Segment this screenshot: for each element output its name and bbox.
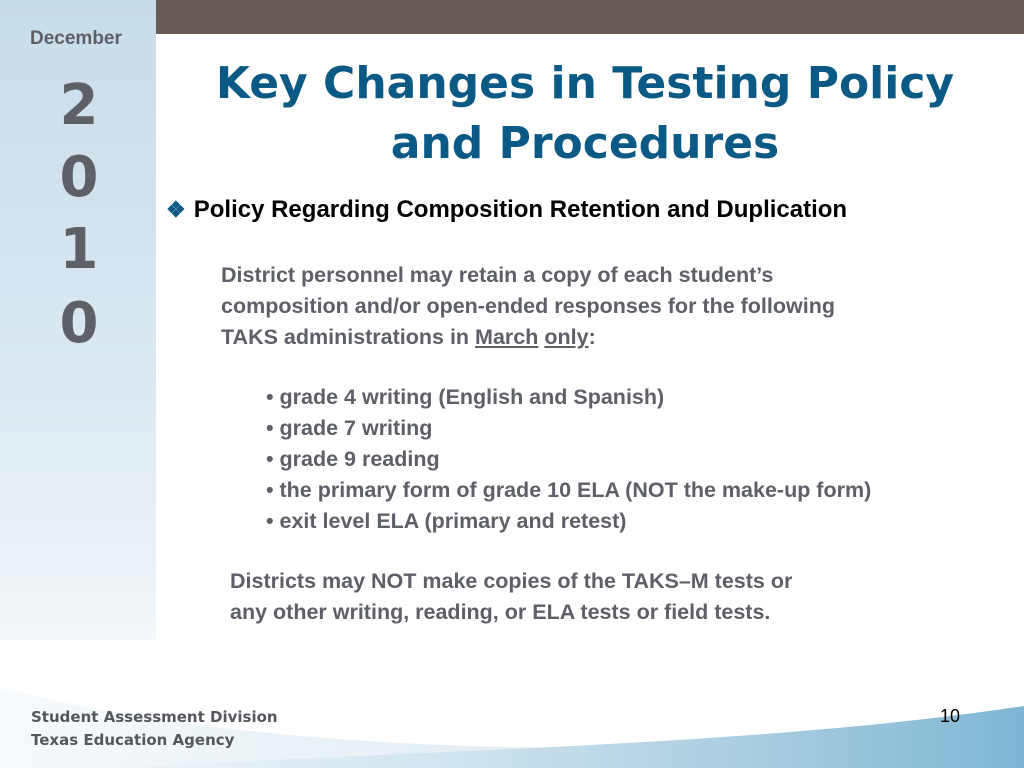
list-item: • exit level ELA (primary and retest) [266,506,1006,537]
paragraph-line-suffix: : [588,325,596,349]
closing-line: Districts may NOT make copies of the TAKS–M tests or [230,569,793,593]
top-bar [156,0,1024,34]
footer-agency: Texas Education Agency [31,731,235,749]
year-digit: 0 [59,145,99,210]
date-month: December [30,28,122,49]
policy-heading-text: Policy Regarding Composition Retention and Duplication [193,196,848,223]
slide-title [158,54,1012,174]
retention-paragraph [221,260,1001,353]
title-line-2: and Procedures [390,118,780,169]
list-item: • grade 7 writing [266,413,1006,444]
paragraph-line-prefix: TAKS administrations in [221,325,476,349]
footer-organization [31,706,331,752]
list-item: • grade 9 reading [266,444,1006,475]
diamond-bullet-icon: ❖ [166,197,186,222]
title-line-1: Key Changes in Testing Policy [215,58,955,109]
year-digit: 1 [59,217,99,282]
copy-restriction-paragraph [230,566,930,628]
emphasis-march: March [475,325,539,349]
year-digit: 0 [59,291,99,356]
emphasis-only: only [544,325,589,349]
closing-line: any other writing, reading, or ELA tests or field tests. [230,600,771,624]
administrations-list [266,382,1006,537]
paragraph-line: District personnel may retain a copy of each student’s [221,263,774,287]
year-digit: 2 [59,73,99,138]
footer-division: Student Assessment Division [31,708,278,726]
page-number: 10 [939,706,961,726]
list-item: • the primary form of grade 10 ELA (NOT the make-up form) [266,475,1006,506]
list-item: • grade 4 writing (English and Spanish) [266,382,1006,413]
policy-heading [166,196,1016,224]
paragraph-line: composition and/or open-ended responses for the following [221,294,835,318]
